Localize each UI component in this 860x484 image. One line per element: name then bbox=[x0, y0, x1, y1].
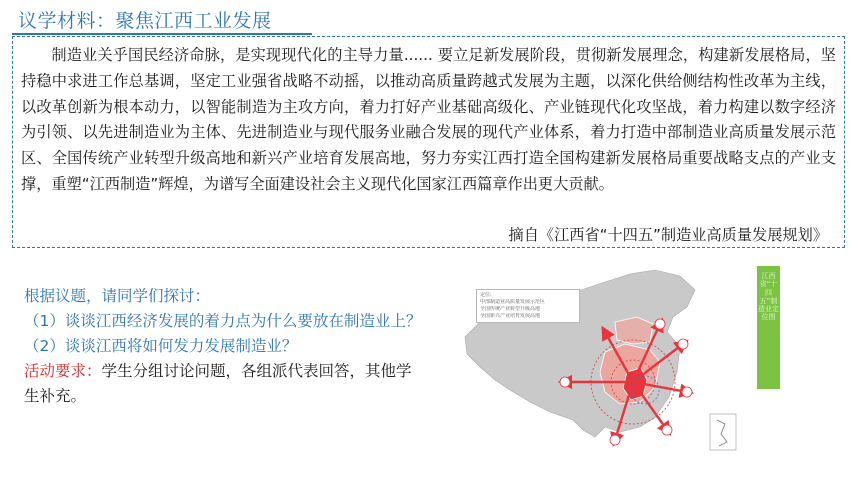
legend-item: 全国传统产业转型升级高地 bbox=[480, 306, 541, 312]
legend-item: 全国新兴产业培育发展高地 bbox=[480, 313, 541, 319]
discussion-section bbox=[24, 284, 424, 409]
discussion-intro: 根据议题，请同学们探讨： bbox=[24, 287, 211, 305]
activity-label: 活动要求： bbox=[24, 362, 102, 380]
legend-item: 中部制造业高质量发展示范区 bbox=[480, 299, 546, 305]
title-underline bbox=[12, 33, 312, 35]
side-banner: 江西省“十四五”制造业定位图 bbox=[757, 266, 780, 389]
activity-text: 学生分组讨论问题，各组派代表回答，其他学生补充。 bbox=[24, 362, 412, 405]
material-paragraph: 制造业关乎国民经济命脉，是实现现代化的主导力量...... 要立足新发展阶段，贯彻新发展理念，构建新发展格局，坚持稳中求进工作总基调，坚定工业强省战略不动摇，以推动高质量跨越式发展为主题，以深化供给侧结构性改革为主线，以改革创新为根本动力，以智能制造为主攻方向，着力打好产业基础高级化、产业链现代化攻坚战，着力构建以数字经济为引领、以先进制造业为主体、先进制造业与现代服务业融合发展的现代产业体系，着力打造中部制造业高质量发展示范区、全国传统产业转型升级高地和新兴产业培育发展高地，努力夯实江西打造全国构建新发展格局重要战略支点的产业支撑，重塑“江西制造”辉煌，为谱写全面建设社会主义现代化国家江西篇章作出更大贡献。 bbox=[21, 46, 836, 193]
page-title: 议学材料：聚焦江西工业发展 bbox=[18, 10, 272, 32]
question-1: （1）谈谈江西经济发展的着力点为什么要放在制造业上？ bbox=[24, 312, 422, 330]
map-legend bbox=[476, 289, 580, 323]
legend-title: 定位: bbox=[480, 292, 492, 298]
south-sea-inset bbox=[710, 414, 736, 450]
material-box bbox=[12, 36, 845, 248]
activity-requirement bbox=[24, 359, 424, 409]
material-source: 摘自《江西省“十四五”制造业高质量发展规划》 bbox=[508, 226, 828, 244]
question-2: （2）谈谈江西将如何发力发展制造业？ bbox=[24, 337, 298, 355]
